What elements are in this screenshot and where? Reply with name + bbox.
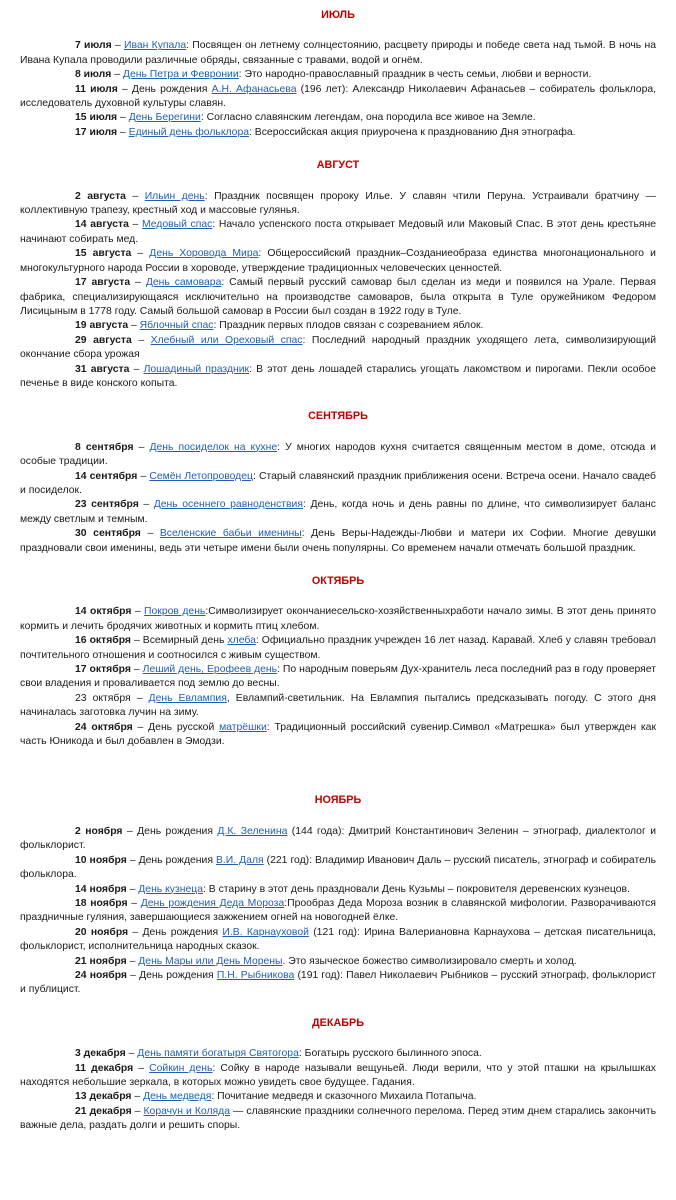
holiday-date: 19 августа — [75, 320, 129, 332]
holiday-date: 15 июля — [75, 112, 118, 124]
holiday-entry — [20, 276, 656, 319]
holiday-entry — [20, 247, 656, 276]
holiday-prefix: – — [128, 219, 142, 231]
holiday-date: 18 ноября — [75, 897, 128, 909]
holiday-date: 2 ноября — [75, 825, 123, 837]
holiday-date: 13 декабря — [75, 1091, 132, 1103]
holiday-date: 30 сентября — [75, 528, 141, 540]
holiday-prefix: – День рождения — [126, 854, 216, 866]
month-section-july — [20, 0, 656, 140]
holiday-prefix: – — [125, 1048, 138, 1060]
holiday-prefix: – День русской — [132, 721, 220, 733]
holiday-prefix: – — [117, 126, 129, 138]
holiday-link[interactable]: День посиделок на кухне — [149, 441, 278, 453]
holiday-description: : Праздник посвящен пророку Илье. У славян чтили Перуна. Устраивали братчину — коллективную трапезу, крестный ход и массовые гулянья. — [20, 190, 656, 217]
holiday-description: : Традиционный российский сувенир.Символ «Матрешка» был утвержден как часть Юникода и был добавлен в Эмодзи. — [20, 721, 656, 748]
holiday-link[interactable]: День кузнеца — [138, 883, 203, 895]
holiday-link[interactable]: В.И. Даля — [215, 854, 264, 866]
holiday-prefix: – — [138, 499, 154, 511]
holiday-date: 17 августа — [75, 277, 131, 289]
holiday-prefix: – — [131, 334, 151, 346]
holiday-date: 31 августа — [75, 363, 130, 375]
holiday-link[interactable]: Хлебный или Ореховый спас — [150, 334, 303, 346]
holiday-link[interactable]: День памяти богатыря Святогора — [137, 1048, 299, 1060]
month-section-september — [20, 409, 656, 556]
holiday-entry — [20, 634, 656, 663]
holiday-link[interactable]: Иван Купала — [124, 40, 187, 52]
holiday-link[interactable]: Единый день фольклора — [128, 126, 250, 138]
month-section-december — [20, 1016, 656, 1134]
holiday-link[interactable]: Сойкин день — [149, 1062, 213, 1074]
holiday-prefix: – — [128, 320, 140, 332]
month-heading: АВГУСТ — [316, 159, 360, 172]
holiday-date: 14 октября — [75, 606, 132, 618]
holiday-link[interactable]: День самовара — [145, 277, 222, 289]
holiday-link[interactable]: День Петра и Февронии — [122, 69, 239, 81]
holiday-date: 24 ноября — [75, 969, 127, 981]
holiday-description: : Богатырь русского былинного эпоса. — [298, 1048, 482, 1060]
holiday-description: : В этот день лошадей старались угощать лакомством и пирогами. Пекли особое печенье в виде конского копыта. — [20, 363, 656, 389]
holiday-link[interactable]: День медведя — [143, 1091, 212, 1103]
holiday-entry — [20, 190, 656, 219]
holiday-link[interactable]: Покров день — [144, 606, 206, 618]
holiday-link[interactable]: П.Н. Рыбникова — [216, 969, 295, 981]
holiday-prefix: – — [130, 664, 143, 676]
holiday-entry — [20, 969, 656, 998]
holiday-description: : По народным поверьям Дух-хранитель леса последний раз в году проверяет свои владения и проваливается под землю до весны. — [20, 664, 656, 690]
holiday-description: : День Веры-Надежды-Любви и матери их Софии. Многие девушки праздновали свои именины, ведь эти четыре имени были очень популярны. Со временем начали отмечать большой праздник. — [20, 528, 656, 554]
holiday-description: (221 год): Владимир Иванович Даль – русский писатель, этнограф и собиратель фольклора. — [20, 854, 657, 881]
holiday-link[interactable]: Корачун и Коляда — [143, 1105, 230, 1117]
holiday-date: 8 июля — [75, 69, 112, 81]
month-section-november — [20, 793, 656, 997]
holiday-description: :Символизирует окончаниесельско-хозяйственныхработи начало зимы. В этот день принято кормить и лечить бродячих животных и кормить птиц хлебом. — [20, 606, 656, 632]
holiday-entry — [20, 721, 656, 750]
holiday-entry — [20, 527, 656, 556]
holiday-date: 11 июля — [75, 83, 118, 95]
holiday-link[interactable]: День осеннего равноденствия — [153, 499, 303, 511]
holiday-date: 29 августа — [75, 334, 132, 346]
holiday-entry — [20, 68, 656, 82]
holiday-entry — [20, 218, 656, 247]
holiday-prefix: – — [131, 1105, 144, 1117]
holiday-description: : Общероссийский праздник–Созданиеобраза единства многонационального и многокультурного народа России в хороводе, утверждение традиционных человеческих ценностей. — [20, 248, 656, 274]
holiday-list — [20, 825, 656, 998]
holiday-prefix: – — [137, 470, 150, 482]
holiday-date: 8 сентября — [75, 441, 134, 453]
holiday-date: 21 ноября — [75, 955, 127, 967]
holiday-description: : Посвящен он летнему солнцестоянию, расцвету природы и победе света над тьмой. В ночь на Ивана Купала проводили различные обряды, связанные с травами, водой и огнём. — [20, 40, 656, 66]
holiday-link[interactable]: Медовый спас — [141, 219, 213, 231]
holiday-date: 14 ноября — [75, 883, 127, 895]
holiday-link[interactable]: хлеба — [227, 635, 256, 647]
holiday-description: : В старину в этот день праздновали День Кузьмы – покровителя деревенских кузнецов. — [202, 883, 630, 895]
holiday-date: 23 октября — [75, 692, 131, 704]
holiday-entry — [20, 605, 656, 634]
holiday-entry — [20, 498, 656, 527]
holiday-link[interactable]: А.Н. Афанасьева — [211, 83, 297, 95]
holiday-prefix: – — [131, 606, 145, 618]
holiday-date: 10 ноября — [75, 854, 127, 866]
holiday-link[interactable]: Семён Летопроводец — [149, 470, 253, 482]
holiday-description: : Самый первый русский самовар был сделан из меди и появился на Урале. Первая фабрика, специализирующаяся исключительно на производстве самоваров, была открыта в Туле оружейником Федором Лисицыным в 1778 году. Самый большой самовар в России был создан в 1922 году в Туле. — [20, 277, 656, 317]
holiday-link[interactable]: Яблочный спас — [139, 320, 214, 332]
holiday-description: : Это народно-православный праздник в честь семьи, любви и верности. — [238, 69, 592, 81]
month-section-october — [20, 574, 656, 749]
holiday-prefix: – День рождения — [126, 969, 217, 981]
holiday-list — [20, 441, 656, 556]
holiday-prefix: – — [140, 528, 160, 540]
holiday-entry — [20, 334, 656, 363]
holiday-link[interactable]: Ильин день — [144, 190, 205, 202]
holiday-entry — [20, 825, 656, 854]
holiday-link[interactable]: День Берегини — [128, 112, 201, 124]
holiday-date: 16 октября — [75, 635, 131, 647]
holiday-entry — [20, 854, 656, 883]
holiday-description: : Последний народный праздник уходящего лета, символизирующий окончание сбора урожая — [20, 334, 656, 361]
holiday-entry — [20, 926, 656, 955]
holiday-description: : Официально праздник учрежден 16 лет назад. Каравай. Хлеб у славян требовал почтительного отношения и соотносился с живым существом. — [20, 635, 656, 661]
holiday-entry — [20, 39, 656, 68]
holiday-link[interactable]: День рождения Деда Мороза — [140, 897, 285, 909]
holiday-list — [20, 190, 656, 392]
holiday-prefix: – — [111, 40, 124, 52]
holiday-description: , Евлампий-светильник. На Евлампия пытались предсказывать погоду. С этого дня начиналась заготовка лучин на зиму. — [20, 692, 656, 719]
holiday-description: — славянские праздники солнечного перелома. Перед этим днем старались закончить важные дела, раздать долги и решить споры. — [20, 1105, 656, 1132]
holiday-entry — [20, 1090, 656, 1104]
month-heading: ДЕКАБРЬ — [311, 1016, 364, 1029]
holiday-date: 11 декабря — [75, 1062, 134, 1074]
holiday-date: 2 августа — [75, 190, 126, 202]
holiday-description: (196 лет): Александр Николаевич Афанасьев – собиратель фольклора, исследователь духовной культуры славян. — [20, 83, 657, 110]
holiday-prefix: – — [133, 441, 150, 453]
holiday-prefix: – День рождения — [117, 83, 212, 95]
holiday-date: 7 июля — [75, 40, 112, 52]
holiday-prefix: – — [117, 112, 129, 124]
holiday-link[interactable]: День Хоровода Мира — [149, 248, 259, 260]
holiday-prefix: – — [130, 692, 149, 704]
holiday-entry — [20, 470, 656, 499]
holiday-prefix: – — [126, 955, 139, 967]
holiday-date: 17 октября — [75, 664, 131, 676]
holiday-prefix: – — [130, 277, 146, 289]
month-heading: НОЯБРЬ — [314, 794, 362, 807]
holiday-description: : День, когда ночь и день равны по длине, что символизирует баланс между светлым и темным. — [20, 499, 656, 525]
holiday-prefix: – — [129, 363, 144, 375]
month-heading: СЕНТЯБРЬ — [308, 410, 368, 423]
holiday-description: :Прообраз Деда Мороза возник в славянской мифологии. Разворачиваются праздничные гуляния, завершающиеся зажжением огней на новогодней ёлке. — [20, 897, 656, 924]
holiday-entry — [20, 1047, 656, 1061]
month-section-august — [20, 158, 656, 391]
holiday-prefix: – День рождения — [122, 825, 218, 837]
holiday-date: 14 августа — [75, 219, 129, 231]
holiday-entry — [20, 1105, 656, 1134]
holiday-date: 3 декабря — [75, 1048, 126, 1060]
holiday-entry — [20, 955, 656, 969]
holiday-entry — [20, 363, 656, 392]
holiday-entry — [20, 883, 656, 897]
holiday-date: 15 августа — [75, 248, 132, 260]
holiday-link[interactable]: Д.К. Зеленина — [217, 825, 288, 837]
holiday-prefix: – — [131, 248, 150, 260]
holiday-list — [20, 1047, 656, 1133]
holiday-description: : Праздник первых плодов связан с созреванием яблок. — [213, 320, 484, 332]
holiday-link[interactable]: Леший день, Ерофеев день — [142, 664, 278, 676]
holiday-entry — [20, 83, 656, 112]
holiday-entry — [20, 111, 656, 125]
holiday-entry — [20, 897, 656, 926]
holiday-link[interactable]: матрёшки — [219, 721, 267, 733]
holiday-description: (121 год): Ирина Валериановна Карнаухова – детская писательница, фольклорист, исполнительница народных сказок. — [20, 926, 657, 953]
holiday-entry — [20, 1062, 656, 1091]
holiday-entry — [20, 663, 656, 692]
holiday-description: : Начало успенского поста открывает Медовый или Маковый Спас. В этот день крестьяне начинают собирать мед. — [20, 219, 656, 245]
holiday-description: (144 года): Дмитрий Константинович Зеленин – этнограф, диалектолог и фольклорист. — [20, 825, 657, 852]
holiday-prefix: – — [131, 1091, 144, 1103]
holiday-list — [20, 39, 656, 140]
holiday-prefix: – — [127, 897, 141, 909]
holiday-entry — [20, 692, 656, 721]
holiday-description: : У многих народов кухня считается священным местом в доме, отсюда и особые традиции. — [20, 441, 657, 468]
holiday-description: (191 год): Павел Николаевич Рыбников – русский этнограф, фольклорист и публицист. — [20, 969, 656, 996]
holiday-date: 23 сентября — [75, 499, 139, 511]
holiday-description: : Старый славянский праздник приближения осени. Встреча осени. Начало свадеб и посиделок. — [20, 470, 657, 496]
holiday-entry — [20, 319, 656, 333]
holiday-entry — [20, 441, 656, 470]
holiday-date: 20 ноября — [75, 926, 129, 938]
holiday-date: 21 декабря — [75, 1105, 132, 1117]
holiday-entry — [20, 126, 656, 140]
holiday-description: : Сойку в народе называли вещуньей. Люди верили, что у этой пташки на крылышках находятся небольшие зеркала, в которых можно увидеть свое будущее. Гадания. — [20, 1062, 656, 1088]
holiday-link[interactable]: Вселенские бабьи именины — [159, 528, 302, 540]
holiday-prefix: – — [111, 69, 123, 81]
holiday-prefix: – — [133, 1062, 150, 1074]
holiday-date: 24 октября — [75, 721, 133, 733]
holiday-date: 17 июля — [75, 126, 118, 138]
holiday-description: . Это языческое божество символизировало смерть и холод. — [282, 955, 577, 967]
holiday-prefix: – Всемирный день — [130, 635, 228, 647]
holiday-prefix: – — [125, 190, 145, 202]
month-heading: ИЮЛЬ — [321, 9, 355, 21]
holiday-link[interactable]: День Евлампия — [148, 692, 227, 704]
month-heading: ОКТЯБРЬ — [311, 575, 365, 587]
holiday-description: : Всероссийская акция приурочена к празднованию Дня этнографа. — [249, 126, 576, 138]
holiday-date: 14 сентября — [75, 470, 138, 482]
holiday-link[interactable]: Лошадиный праздник — [143, 363, 250, 375]
holiday-description: : Согласно славянским легендам, она породила все живое на Земле. — [200, 112, 536, 124]
holiday-prefix: – — [126, 883, 139, 895]
holiday-description: : Почитание медведя и сказочного Михаила Потапыча. — [211, 1091, 477, 1103]
holiday-list — [20, 605, 656, 749]
holiday-link[interactable]: День Мары или День Морены — [138, 955, 283, 967]
holiday-prefix: – День рождения — [128, 926, 223, 938]
holiday-link[interactable]: И.В. Карнауховой — [222, 926, 309, 938]
